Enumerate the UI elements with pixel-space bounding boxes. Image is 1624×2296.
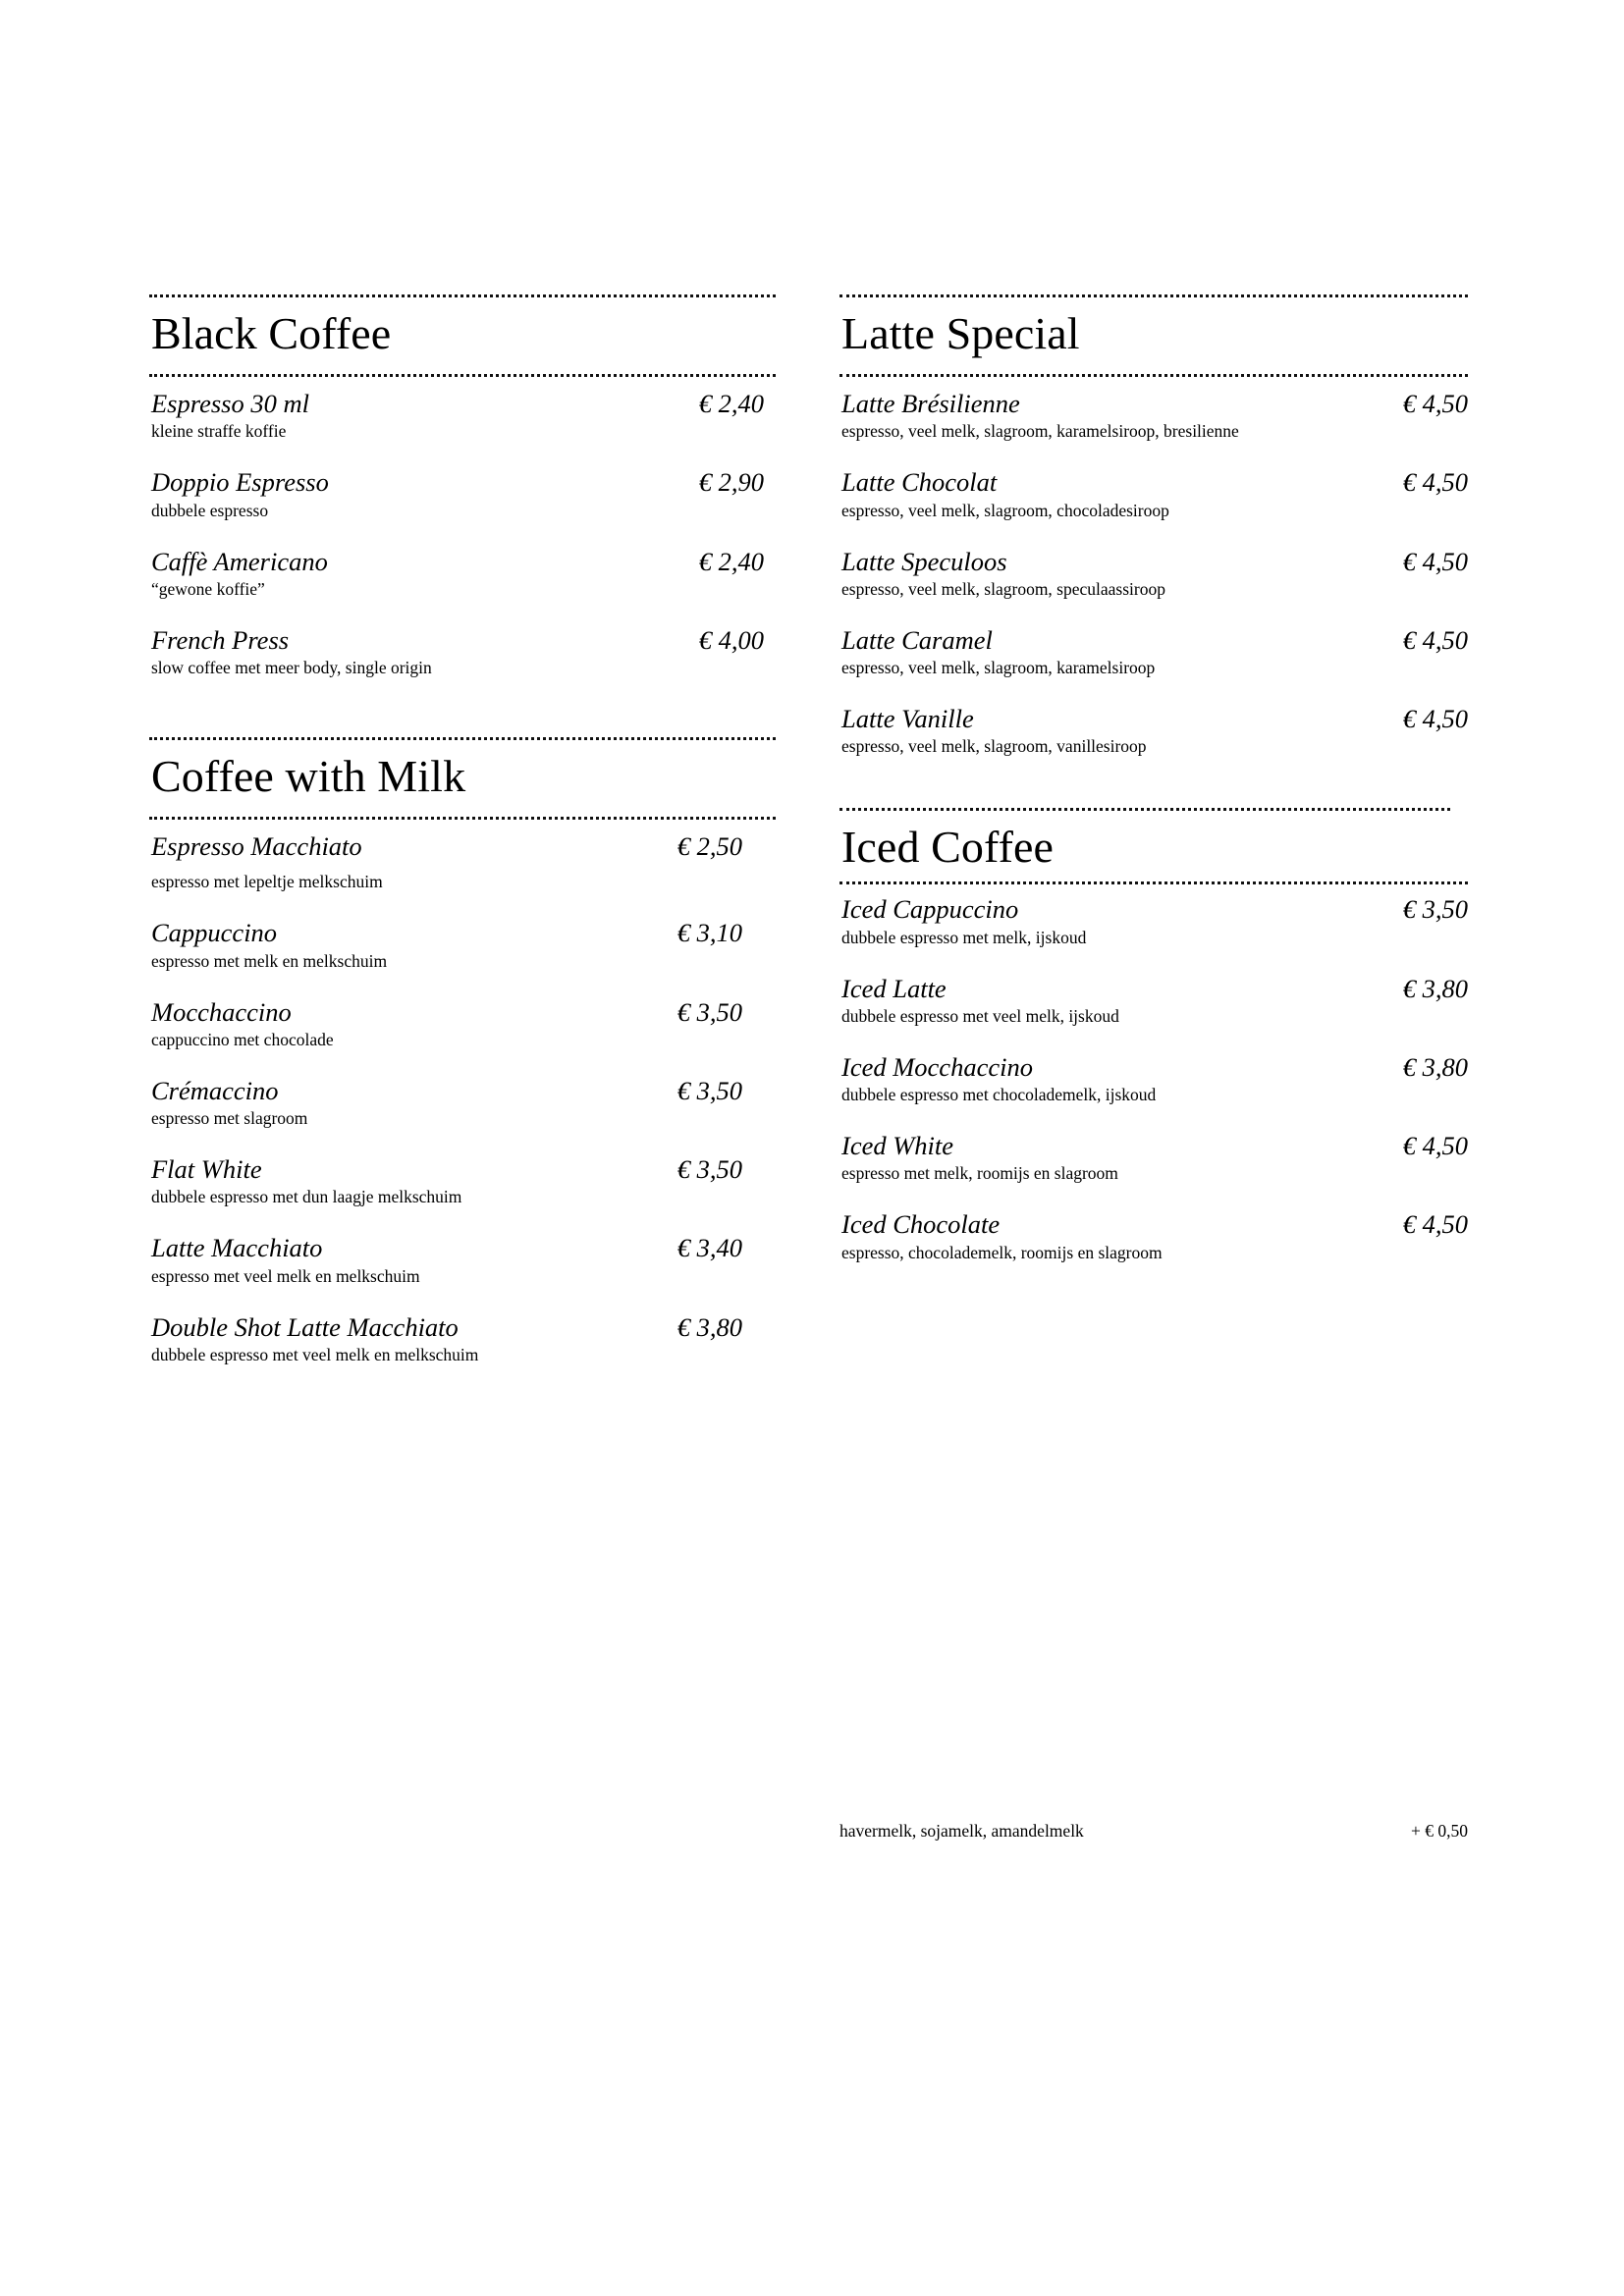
section-black-coffee — [149, 294, 778, 678]
item-description: espresso, veel melk, slagroom, chocoladesiroop — [841, 500, 1169, 520]
section-rule-bottom — [149, 374, 776, 377]
item-name: Flat White — [151, 1154, 262, 1185]
menu-item — [839, 625, 1468, 678]
menu-item — [149, 625, 778, 678]
menu-item — [839, 467, 1468, 520]
item-name: Iced Cappuccino — [841, 894, 1019, 925]
item-name: Latte Speculoos — [841, 546, 1007, 576]
section-rule-bottom — [149, 817, 776, 820]
item-description: cappuccino met chocolade — [151, 1029, 334, 1049]
section-iced-coffee — [839, 808, 1468, 1262]
item-price: € 3,50 — [1402, 894, 1468, 925]
item-price: € 3,50 — [677, 996, 742, 1027]
menu-item — [839, 974, 1468, 1027]
item-name: Iced Latte — [841, 973, 947, 1003]
item-name: Cappuccino — [151, 918, 278, 948]
section-title-iced-coffee: Iced Coffee — [841, 822, 1055, 873]
item-name: French Press — [151, 624, 290, 655]
milk-alternatives-surcharge: + € 0,50 — [1411, 1821, 1468, 1841]
section-rule-top — [839, 294, 1468, 297]
item-price: € 4,00 — [698, 624, 764, 655]
section-coffee-with-milk — [149, 737, 778, 1365]
menu-item — [149, 1312, 778, 1365]
item-price: € 3,50 — [677, 1154, 742, 1185]
item-list-latte-special — [839, 389, 1468, 757]
item-price: € 3,10 — [677, 918, 742, 948]
section-rule-bottom — [839, 881, 1468, 884]
milk-alternatives-note — [839, 1821, 1468, 1842]
item-list-iced-coffee — [839, 894, 1468, 1262]
item-name: Latte Caramel — [841, 624, 993, 655]
item-description: slow coffee met meer body, single origin — [151, 658, 432, 678]
menu-item — [149, 1233, 778, 1286]
menu-item — [839, 389, 1468, 442]
menu-item — [149, 918, 778, 971]
item-price: € 4,50 — [1402, 1131, 1468, 1161]
section-rule-top — [149, 737, 776, 740]
item-description: dubbele espresso met veel melk en melkschuim — [151, 1344, 479, 1364]
item-description: espresso, veel melk, slagroom, speculaassiroop — [841, 578, 1165, 599]
item-description: “gewone koffie” — [151, 578, 265, 599]
item-price: € 3,80 — [677, 1311, 742, 1342]
item-price: € 4,50 — [1402, 704, 1468, 734]
item-name: Latte Brésilienne — [841, 389, 1020, 418]
section-rule-top — [149, 294, 776, 297]
item-name: Mocchaccino — [151, 996, 292, 1027]
menu-item — [839, 1131, 1468, 1184]
item-description: espresso met melk en melkschuim — [151, 950, 388, 971]
item-name: Latte Chocolat — [841, 467, 998, 498]
item-description: espresso met veel melk en melkschuim — [151, 1265, 420, 1286]
menu-item — [839, 547, 1468, 600]
item-description: kleine straffe koffie — [151, 421, 287, 442]
item-list-black-coffee — [149, 389, 778, 678]
item-list-coffee-with-milk — [149, 831, 778, 1365]
item-name: Iced Mocchaccino — [841, 1051, 1033, 1082]
item-description: espresso met melk, roomijs en slagroom — [841, 1163, 1118, 1184]
menu-column-left — [149, 294, 778, 1365]
item-description: dubbele espresso — [151, 500, 269, 520]
item-name: Latte Vanille — [841, 704, 974, 734]
menu-column-right — [839, 294, 1468, 1263]
item-description: espresso, veel melk, slagroom, vanillesiroop — [841, 736, 1147, 757]
item-price: € 4,50 — [1402, 624, 1468, 655]
item-description: dubbele espresso met melk, ijskoud — [841, 927, 1087, 947]
menu-item — [149, 1154, 778, 1207]
item-name: Double Shot Latte Macchiato — [151, 1311, 459, 1342]
item-description: espresso, veel melk, slagroom, karamelsiroop, bresilienne — [841, 421, 1239, 442]
item-price: € 4,50 — [1402, 1209, 1468, 1240]
item-price: € 3,40 — [677, 1233, 742, 1263]
item-price: € 3,80 — [1402, 973, 1468, 1003]
item-description: espresso, veel melk, slagroom, karamelsiroop — [841, 658, 1156, 678]
milk-alternatives-label: havermelk, sojamelk, amandelmelk — [839, 1821, 1084, 1841]
item-price: € 3,50 — [677, 1075, 742, 1105]
section-rule-bottom — [839, 374, 1468, 377]
item-description: dubbele espresso met chocolademelk, ijskoud — [841, 1085, 1157, 1105]
item-name: Iced Chocolate — [841, 1209, 1001, 1240]
menu-item — [149, 389, 778, 442]
item-price: € 2,40 — [698, 389, 764, 418]
menu-item — [149, 1076, 778, 1129]
item-price: € 4,50 — [1402, 467, 1468, 498]
menu-item — [149, 997, 778, 1050]
item-name: Espresso Macchiato — [151, 831, 362, 862]
menu-item — [149, 547, 778, 600]
item-price: € 4,50 — [1402, 546, 1468, 576]
item-name: Doppio Espresso — [151, 467, 329, 498]
item-description: espresso met slagroom — [151, 1108, 308, 1129]
item-name: Crémaccino — [151, 1075, 279, 1105]
item-price: € 2,50 — [677, 831, 742, 862]
section-latte-special — [839, 294, 1468, 757]
item-name: Latte Macchiato — [151, 1233, 323, 1263]
item-description: espresso, chocolademelk, roomijs en slagroom — [841, 1242, 1163, 1262]
item-description: espresso met lepeltje melkschuim — [151, 872, 383, 892]
item-name: Iced White — [841, 1131, 954, 1161]
item-name: Espresso 30 ml — [151, 389, 309, 418]
menu-item — [839, 894, 1468, 947]
menu-item — [839, 1052, 1468, 1105]
menu-item — [839, 704, 1468, 757]
menu-item — [149, 467, 778, 520]
item-price: € 2,90 — [698, 467, 764, 498]
section-title-coffee-with-milk: Coffee with Milk — [151, 751, 466, 802]
section-title-black-coffee: Black Coffee — [151, 308, 392, 358]
section-title-latte-special: Latte Special — [841, 308, 1080, 358]
item-description: dubbele espresso met dun laagje melkschuim — [151, 1187, 462, 1207]
item-price: € 4,50 — [1402, 389, 1468, 418]
section-rule-top — [839, 808, 1450, 811]
menu-item — [839, 1209, 1468, 1262]
item-name: Caffè Americano — [151, 546, 328, 576]
menu-item — [149, 831, 778, 892]
item-description: dubbele espresso met veel melk, ijskoud — [841, 1005, 1119, 1026]
item-price: € 3,80 — [1402, 1051, 1468, 1082]
item-price: € 2,40 — [698, 546, 764, 576]
